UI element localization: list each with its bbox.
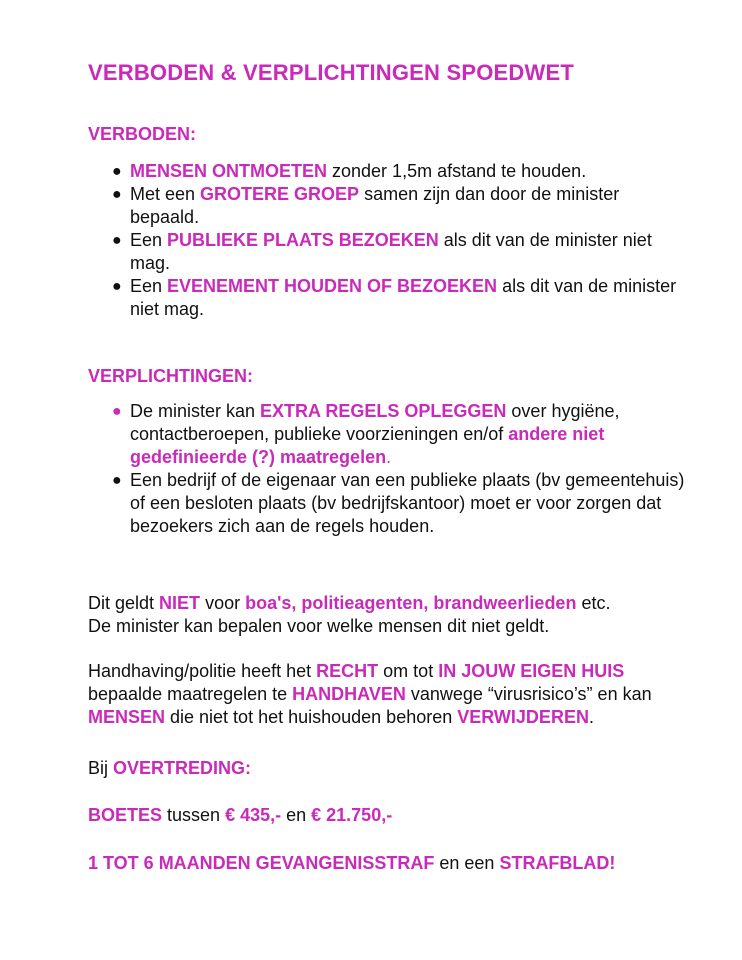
list-item: ● Een EVENEMENT HOUDEN OF BEZOEKEN als dit van de minister niet mag. xyxy=(112,276,677,319)
bullet-icon: ● xyxy=(112,403,122,420)
verplichtingen-list xyxy=(88,400,688,538)
verboden-heading: VERBODEN: xyxy=(88,124,197,144)
list-item: ● Een bedrijf of de eigenaar van een publieke plaats (bv gemeentehuis) of een besloten plaats (bv bedrijfskantoor) moet er voor zorgen dat bezoekers zich aan de regels houden. xyxy=(112,470,685,536)
bullet-icon: ● xyxy=(112,278,122,295)
bullet-icon: ● xyxy=(112,472,122,489)
verboden-list xyxy=(88,160,688,321)
exceptions-paragraph: Dit geldt NIET voor boa's, politieagenten, brandweerlieden etc. De minister kan bepalen voor welke mensen dit niet geldt. xyxy=(88,593,611,636)
list-item: ● Met een GROTERE GROEP samen zijn dan door de minister bepaald. xyxy=(112,184,620,227)
bullet-icon: ● xyxy=(112,163,122,180)
fines-line: BOETES tussen € 435,- en € 21.750,- xyxy=(88,805,393,825)
verplichtingen-heading: VERPLICHTINGEN: xyxy=(88,366,254,386)
bullet-icon: ● xyxy=(112,232,122,249)
page-title: VERBODEN & VERPLICHTINGEN SPOEDWET xyxy=(88,60,574,85)
list-item: ● Een PUBLIEKE PLAATS BEZOEKEN als dit van de minister niet mag. xyxy=(112,230,652,273)
list-item: ● MENSEN ONTMOETEN zonder 1,5m afstand te houden. xyxy=(112,161,587,181)
violation-line: Bij OVERTREDING: xyxy=(88,758,252,778)
prison-line: 1 TOT 6 MAANDEN GEVANGENISSTRAF en een STRAFBLAD! xyxy=(88,853,616,873)
enforcement-paragraph: Handhaving/politie heeft het RECHT om tot IN JOUW EIGEN HUIS bepaalde maatregelen te HANDHAVEN vanwege “virusrisico’s” en kan MENSEN die niet tot het huishouden behoren VERWIJDEREN. xyxy=(88,661,652,727)
bullet-icon: ● xyxy=(112,186,122,203)
list-item: ● De minister kan EXTRA REGELS OPLEGGEN over hygiëne, contactberoepen, publieke voorzieningen en/of andere niet gedefinieerde (?) maatregelen. xyxy=(112,401,620,467)
